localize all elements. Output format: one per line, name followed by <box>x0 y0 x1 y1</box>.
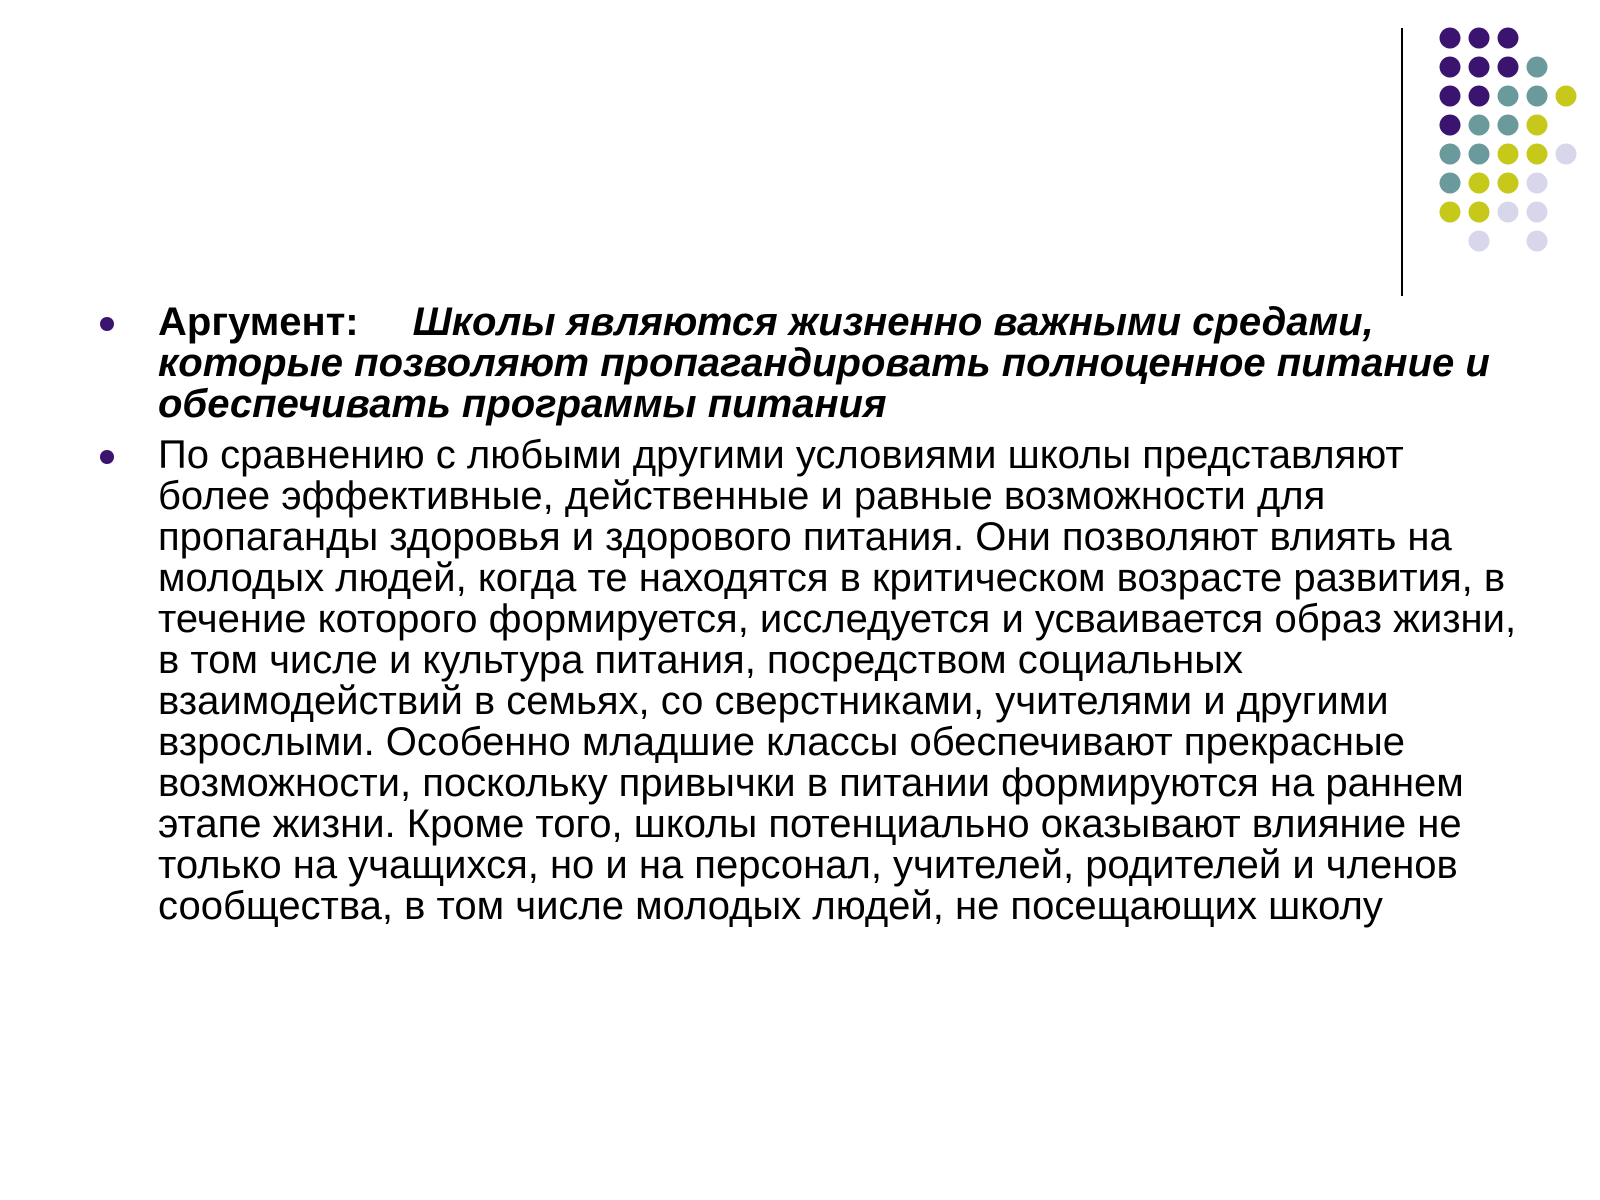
argument-label: Аргумент: <box>158 300 359 344</box>
decor-dot-teal <box>1469 144 1490 165</box>
bullet-item-explanation <box>158 435 1518 927</box>
decor-dot-lavender <box>1498 202 1519 223</box>
decor-dot-teal <box>1469 115 1490 136</box>
decor-dot-lavender <box>1527 173 1548 194</box>
slide-body <box>158 302 1518 937</box>
decor-dot-yellow <box>1440 202 1461 223</box>
decor-dot-teal <box>1440 144 1461 165</box>
bullet-item-argument <box>158 302 1518 425</box>
decor-dot-purple <box>1440 86 1461 107</box>
bullet-dot-icon <box>100 450 114 464</box>
decor-dot-yellow <box>1527 144 1548 165</box>
decor-dot-lavender <box>1527 231 1548 252</box>
decor-dot-purple <box>1440 115 1461 136</box>
decor-dot-teal <box>1498 115 1519 136</box>
decor-dot-teal <box>1498 86 1519 107</box>
bullet-dot-icon <box>100 317 114 331</box>
decor-dot-teal <box>1440 173 1461 194</box>
decor-dot-teal <box>1527 57 1548 78</box>
decor-dot-lavender <box>1556 144 1577 165</box>
decor-dot-purple <box>1498 28 1519 49</box>
decorative-dot-grid <box>0 0 1600 300</box>
decor-dot-purple <box>1440 57 1461 78</box>
decor-dot-yellow <box>1469 173 1490 194</box>
decor-dot-purple <box>1469 86 1490 107</box>
decor-dot-yellow <box>1556 86 1577 107</box>
explanation-text: По сравнению с любыми другими условиями школы представляют более эффективные, действенные и равные возможности для пропаганды здоровья и здорового питания. Они позволяют влиять на молодых людей, когда те находятся в критическом возрасте развития, в течение которого формируется, исследуется и усваивается образ жизни, в том числе и культура питания, посредством социальных взаимодействий в семьях, со сверстниками, учителями и другими взрослыми. Особенно младшие классы обеспечивают прекрасные возможности, поскольку привычки в питании формируются на раннем этапе жизни. Кроме того, школы потенциально оказывают влияние не только на учащихся, но и на персонал, учителей, родителей и членов сообщества, в том числе молодых людей, не посещающих школу <box>158 433 1517 928</box>
decor-dot-yellow <box>1498 144 1519 165</box>
decor-dot-purple <box>1469 28 1490 49</box>
decor-dot-yellow <box>1498 173 1519 194</box>
decor-dot-lavender <box>1469 231 1490 252</box>
decor-dot-yellow <box>1469 202 1490 223</box>
decor-dot-teal <box>1527 86 1548 107</box>
decor-dot-yellow <box>1527 115 1548 136</box>
decor-dot-purple <box>1469 57 1490 78</box>
argument-text: Школы являются жизненно важными средами, которые позволяют пропагандировать полноценное питание и обеспечивать программы питания <box>158 300 1490 426</box>
decor-dot-purple <box>1440 28 1461 49</box>
decor-dot-purple <box>1498 57 1519 78</box>
decor-dot-lavender <box>1527 202 1548 223</box>
